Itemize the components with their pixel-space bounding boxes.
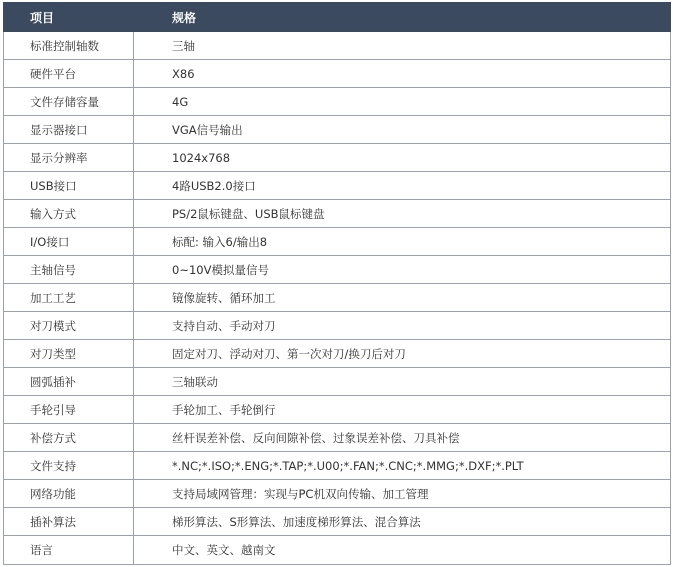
spec-cell: 镜像旋转、循环加工 [134, 284, 671, 312]
table-row [4, 228, 671, 256]
table-header [4, 3, 671, 32]
spec-cell: 4G [134, 88, 671, 116]
spec-table [3, 2, 671, 565]
spec-cell: 梯形算法、S形算法、加速度梯形算法、混合算法 [134, 508, 671, 536]
table-row [4, 116, 671, 144]
spec-cell: 0~10V模拟量信号 [134, 256, 671, 284]
table-row [4, 200, 671, 228]
spec-cell: 标配: 输入6/输出8 [134, 228, 671, 256]
item-cell: 输入方式 [4, 200, 134, 228]
item-cell: 硬件平台 [4, 60, 134, 88]
spec-cell: 1024x768 [134, 144, 671, 172]
table-row [4, 172, 671, 200]
item-cell: 对刀类型 [4, 340, 134, 368]
column-header-spec: 规格 [134, 3, 671, 32]
spec-cell: 三轴联动 [134, 368, 671, 396]
table-row [4, 368, 671, 396]
spec-cell: PS/2鼠标键盘、USB鼠标键盘 [134, 200, 671, 228]
item-cell: 主轴信号 [4, 256, 134, 284]
table-row [4, 60, 671, 88]
item-cell: 语言 [4, 536, 134, 565]
table-row [4, 536, 671, 565]
item-cell: I/O接口 [4, 228, 134, 256]
table-body [4, 32, 671, 565]
spec-cell: 固定对刀、浮动对刀、第一次对刀/换刀后对刀 [134, 340, 671, 368]
item-cell: 文件支持 [4, 452, 134, 480]
spec-cell: 三轴 [134, 32, 671, 60]
item-cell: 插补算法 [4, 508, 134, 536]
item-cell: 文件存储容量 [4, 88, 134, 116]
spec-cell: 4路USB2.0接口 [134, 172, 671, 200]
item-cell: 圆弧插补 [4, 368, 134, 396]
item-cell: 显示器接口 [4, 116, 134, 144]
table-row [4, 312, 671, 340]
item-cell: 对刀模式 [4, 312, 134, 340]
table-row [4, 452, 671, 480]
spec-cell: 手轮加工、手轮倒行 [134, 396, 671, 424]
item-cell: 显示分辨率 [4, 144, 134, 172]
column-header-item: 项目 [4, 3, 134, 32]
item-cell: USB接口 [4, 172, 134, 200]
item-cell: 标准控制轴数 [4, 32, 134, 60]
table-row [4, 256, 671, 284]
table-row [4, 32, 671, 60]
spec-cell: VGA信号输出 [134, 116, 671, 144]
table-row [4, 340, 671, 368]
item-cell: 加工工艺 [4, 284, 134, 312]
table-row [4, 396, 671, 424]
table-row [4, 508, 671, 536]
spec-cell: 支持自动、手动对刀 [134, 312, 671, 340]
item-cell: 网络功能 [4, 480, 134, 508]
table-row [4, 144, 671, 172]
table-row [4, 480, 671, 508]
spec-cell: 丝杆误差补偿、反向间隙补偿、过象误差补偿、刀具补偿 [134, 424, 671, 452]
spec-cell: *.NC;*.ISO;*.ENG;*.TAP;*.U00;*.FAN;*.CNC;*.MMG;*.DXF;*.PLT [134, 452, 671, 480]
spec-cell: X86 [134, 60, 671, 88]
header-row [4, 3, 671, 32]
table-row [4, 284, 671, 312]
item-cell: 补偿方式 [4, 424, 134, 452]
table-row [4, 424, 671, 452]
table-row [4, 88, 671, 116]
spec-cell: 支持局域网管理：实现与PC机双向传输、加工管理 [134, 480, 671, 508]
spec-cell: 中文、英文、越南文 [134, 536, 671, 565]
item-cell: 手轮引导 [4, 396, 134, 424]
